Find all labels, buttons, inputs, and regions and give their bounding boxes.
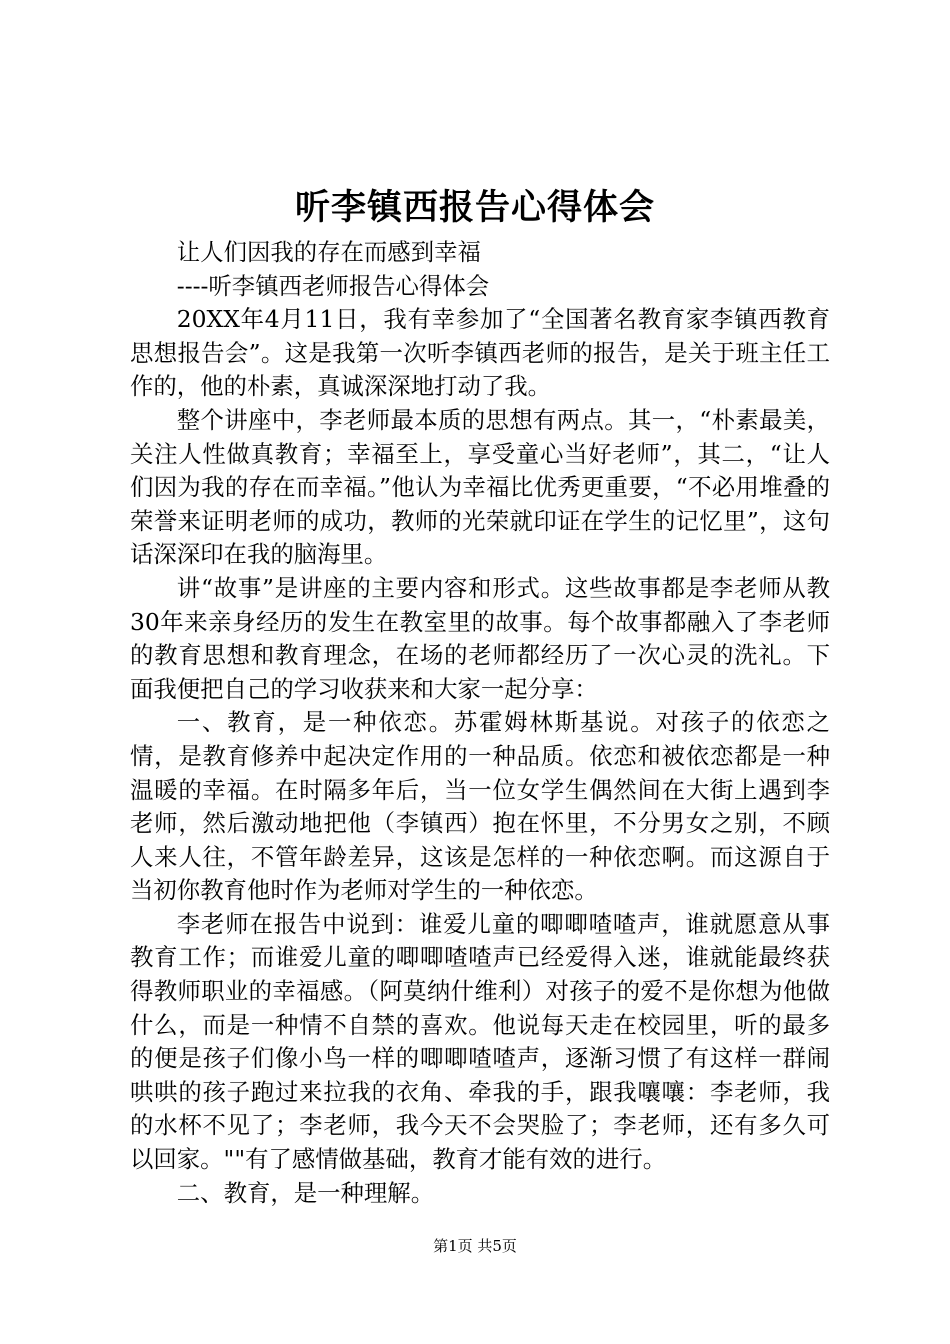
subtitle-line: 让人们因我的存在而感到幸福 — [176, 238, 481, 266]
subtitle-line-2: ----听李镇西老师报告心得体会 — [176, 271, 490, 300]
document-title: 听李镇西报告心得体会 — [294, 187, 655, 228]
paragraph: 讲“故事”是讲座的主要内容和形式。这些故事都是李老师从教30年来亲身经历的发生在教室里的故事。每个故事都融入了李老师的教育思想和教育理念，在场的老师都经历了一次心灵的洗礼。下面我便把自己的学习收获来和大家一起分享： — [130, 573, 830, 703]
section-heading: 二、教育，是一种理解。 — [176, 1178, 435, 1207]
paragraph: 20XX年4月11日，我有幸参加了“全国著名教育家李镇西教育思想报告会”。这是我第一次听李镇西老师的报告，是关于班主任工作的，他的朴素，真诚深深地打动了我。 — [130, 305, 830, 401]
paragraph: 一、教育，是一种依恋。苏霍姆林斯基说。对孩子的依恋之情，是教育修养中起决定作用的一种品质。依恋和被依恋都是一种温暖的幸福。在时隔多年后，当一位女学生偶然间在大街上遇到李老师，然后激动地把他（李镇西）抱在怀里，不分男女之别，不顾人来人往，不管年龄差异，这该是怎样的一种依恋啊。而这源自于当初你教育他时作为老师对学生的一种依恋。 — [130, 708, 830, 905]
paragraph: 李老师在报告中说到：谁爱儿童的唧唧喳喳声，谁就愿意从事教育工作；而谁爱儿童的唧唧喳喳声已经爱得入迷，谁就能最终获得教师职业的幸福感。（阿莫纳什维利）对孩子的爱不是你想为他做什么，而是一种情不自禁的喜欢。他说每天走在校园里，听的最多的便是孩子们像小鸟一样的唧唧喳喳声，逐渐习惯了有这样一群闹哄哄的孩子跑过来拉我的衣角、牵我的手，跟我嚷嚷：李老师，我的水杯不见了；李老师，我今天不会哭脸了；李老师，还有多久可以回家。""有了感情做基础，教育才能有效的进行。 — [130, 909, 830, 1174]
page-footer: 第1页 共5页 — [433, 1237, 517, 1255]
paragraph: 整个讲座中，李老师最本质的思想有两点。其一，“朴素最美，关注人性做真教育；幸福至上，享受童心当好老师”，其二，“让人们因为我的存在而幸福。”他认为幸福比优秀更重要，“不必用堆叠的荣誉来证明老师的成功，教师的光荣就印证在学生的记忆里”，这句话深深印在我的脑海里。 — [130, 405, 830, 569]
document-body — [130, 236, 830, 1210]
